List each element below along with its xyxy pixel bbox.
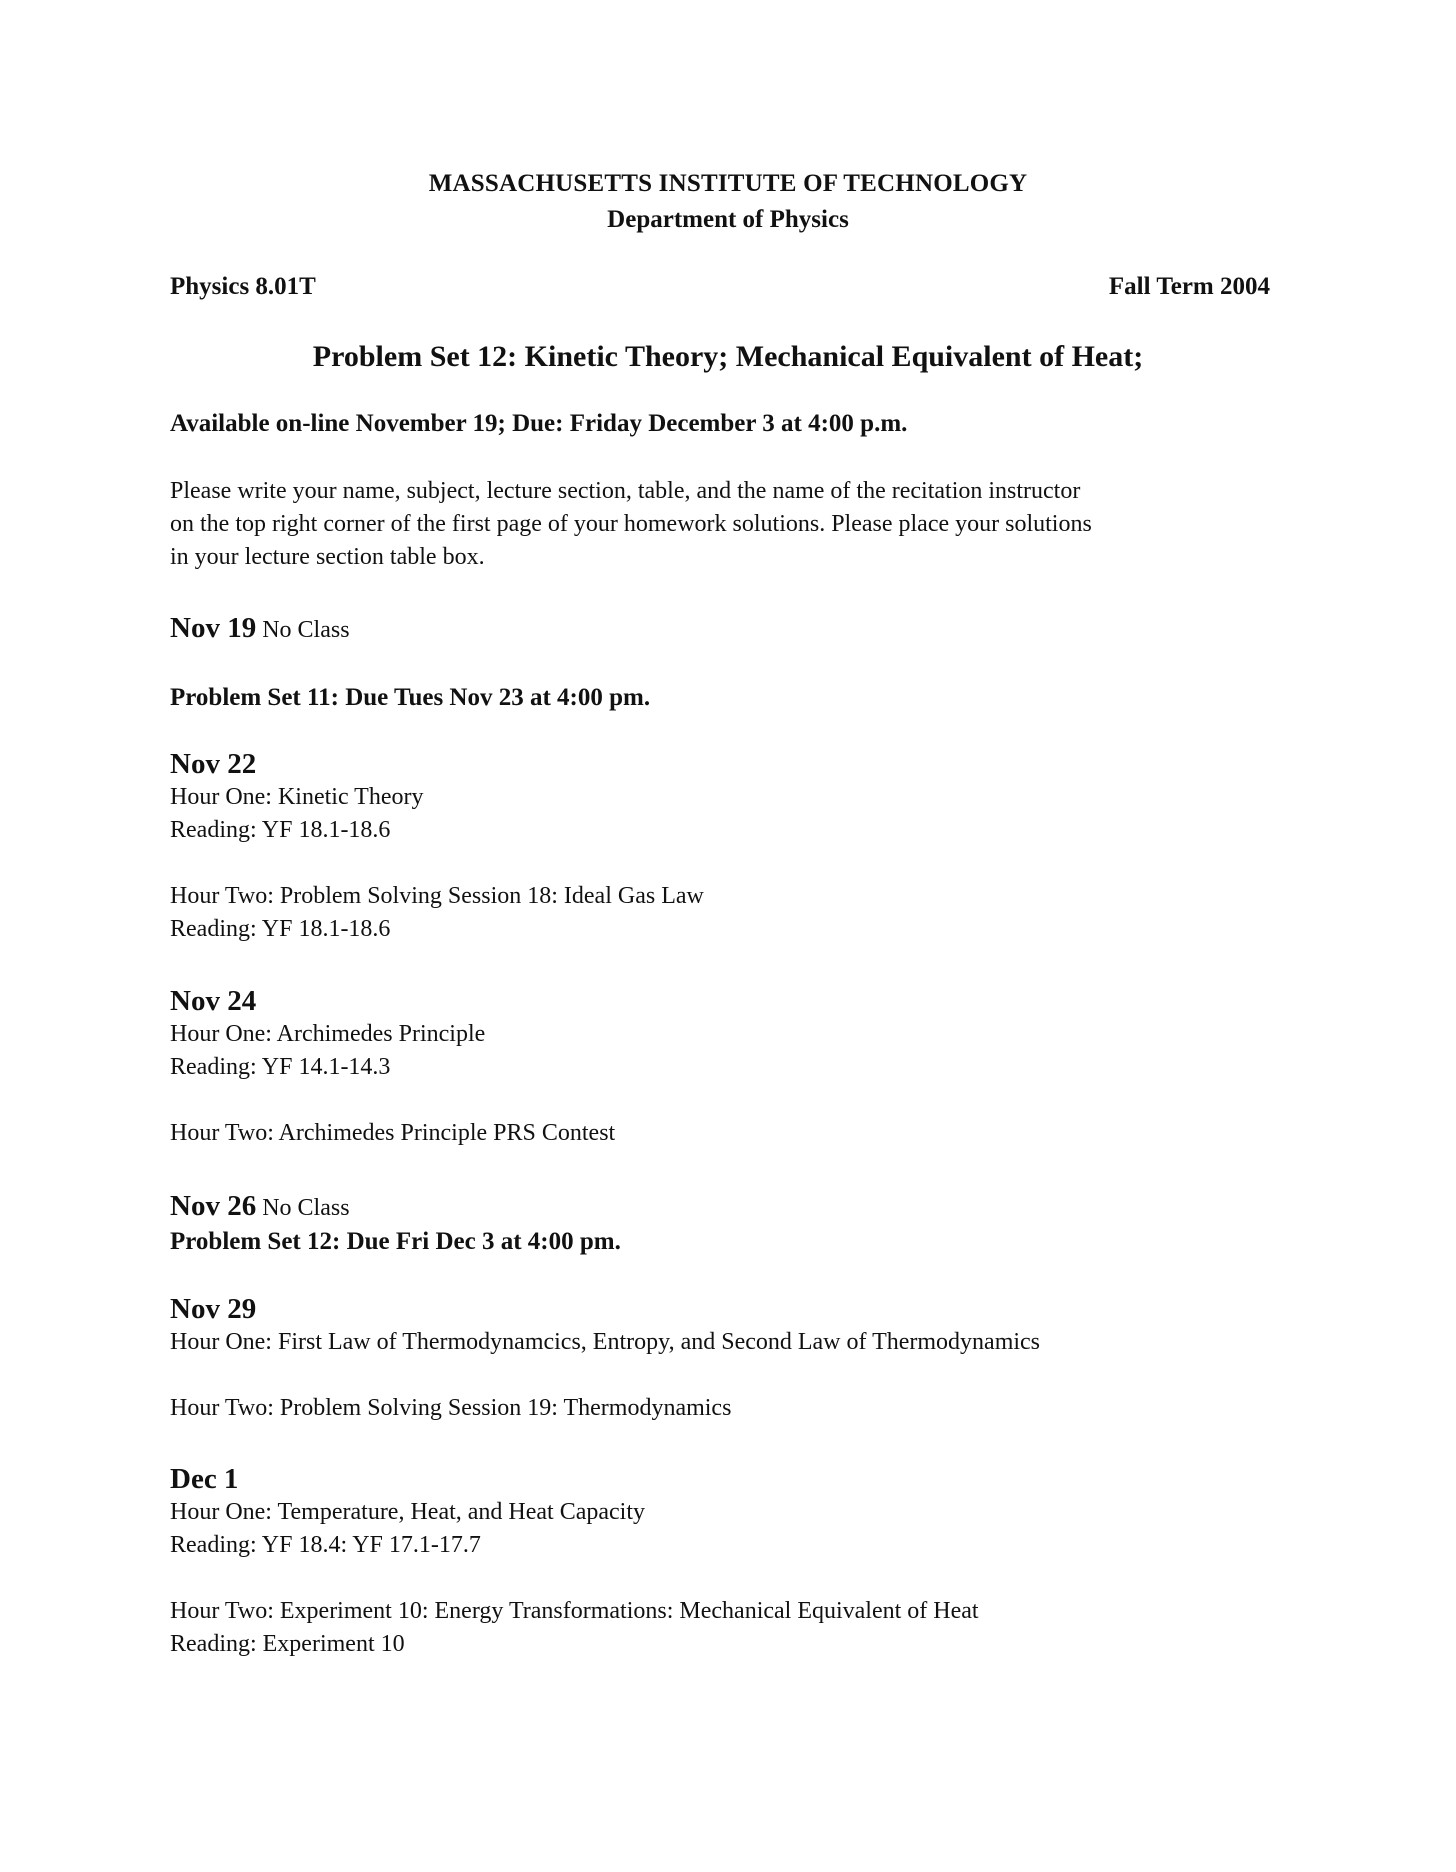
reading: Reading: YF 18.1-18.6 — [170, 817, 391, 843]
hour-two: Hour Two: Archimedes Principle PRS Contest — [170, 1120, 616, 1146]
hour-two: Hour Two: Problem Solving Session 19: Thermodynamics — [170, 1395, 732, 1421]
hour-one: Hour One: Archimedes Principle — [170, 1021, 486, 1047]
day-date: Nov 29 — [170, 1293, 257, 1325]
ps12-due-line: Problem Set 12: Due Fri Dec 3 at 4:00 pm. — [170, 1228, 621, 1255]
hour-one: Hour One: Temperature, Heat, and Heat Capacity — [170, 1499, 646, 1525]
hour-two: Hour Two: Experiment 10: Energy Transformations: Mechanical Equivalent of Heat — [170, 1598, 979, 1624]
department-name: Department of Physics — [607, 206, 849, 233]
hour-one: Hour One: First Law of Thermodynamcics, Entropy, and Second Law of Thermodynamics — [170, 1329, 1041, 1355]
instructions-line: on the top right corner of the first page of your homework solutions. Please place your solutions — [170, 511, 1092, 537]
reading: Reading: YF 18.4: YF 17.1-17.7 — [170, 1532, 481, 1558]
instructions-paragraph — [170, 475, 1280, 574]
schedule-nov19 — [170, 612, 1280, 647]
reading: Reading: Experiment 10 — [170, 1631, 405, 1657]
course-number: Physics 8.01T — [170, 273, 316, 300]
spacer — [170, 1562, 1280, 1595]
schedule-dec1 — [170, 1463, 1280, 1661]
reading: Reading: YF 18.1-18.6 — [170, 916, 391, 942]
availability-line: Available on-line November 19; Due: Friday December 3 at 4:00 p.m. — [170, 410, 908, 437]
schedule-nov22 — [170, 748, 1280, 946]
schedule-nov29 — [170, 1293, 1280, 1425]
ps11-due-line: Problem Set 11: Due Tues Nov 23 at 4:00 pm. — [170, 684, 651, 711]
reading: Reading: YF 14.1-14.3 — [170, 1054, 391, 1080]
spacer — [170, 1084, 1280, 1117]
problem-set-title: Problem Set 12: Kinetic Theory; Mechanical Equivalent of Heat; — [312, 340, 1144, 373]
hour-one: Hour One: Kinetic Theory — [170, 784, 424, 810]
day-date: Nov 24 — [170, 985, 257, 1017]
spacer — [170, 1359, 1280, 1392]
day-date: Nov 22 — [170, 748, 257, 780]
day-note: No Class — [262, 617, 350, 643]
institute-name: MASSACHUSETTS INSTITUTE OF TECHNOLOGY — [428, 170, 1028, 197]
instructions-line: in your lecture section table box. — [170, 544, 485, 570]
day-date: Nov 19 — [170, 612, 257, 644]
hour-two: Hour Two: Problem Solving Session 18: Ideal Gas Law — [170, 883, 704, 909]
instructions-line: Please write your name, subject, lecture section, table, and the name of the recitation instructor — [170, 478, 1081, 504]
term: Fall Term 2004 — [1108, 273, 1270, 300]
day-date: Dec 1 — [170, 1463, 239, 1495]
day-date: Nov 26 — [170, 1190, 257, 1222]
spacer — [170, 847, 1280, 880]
schedule-nov24 — [170, 985, 1280, 1150]
schedule-nov26 — [170, 1190, 1280, 1258]
day-note: No Class — [262, 1195, 350, 1221]
